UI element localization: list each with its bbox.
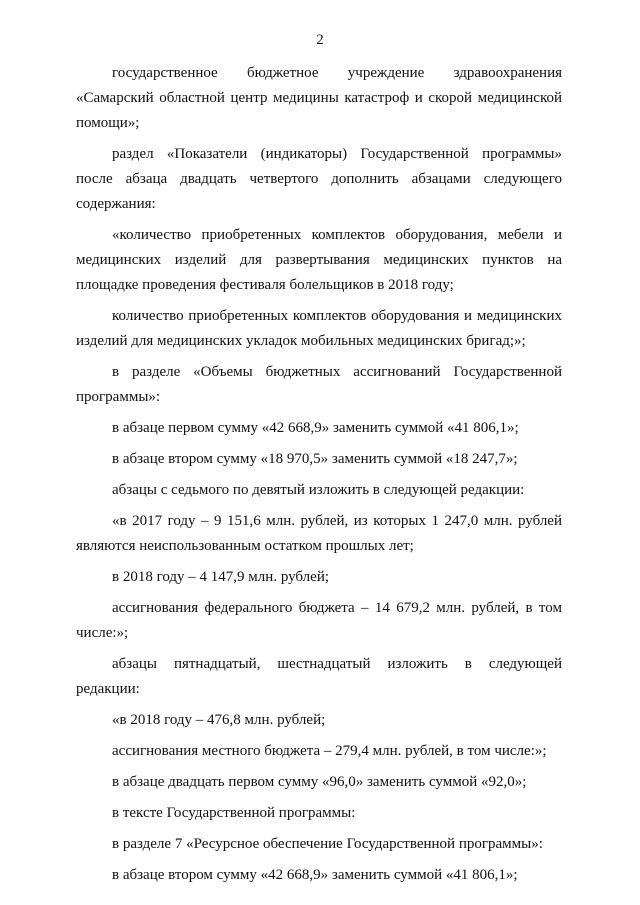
document-body [76,61,562,894]
paragraph-1: государственное бюджетное учреждение здравоохранения «Самарский областной центр медицины катастроф и скорой медицинской помощи»; [76,65,562,131]
paragraph-4: количество приобретенных комплектов оборудования и медицинских изделий для медицинских укладок мобильных медицинских бригад;»; [76,308,562,349]
paragraph-8: абзацы с седьмого по девятый изложить в следующей редакции: [112,482,525,498]
paragraph-7: в абзаце втором сумму «18 970,5» заменить суммой «18 247,7»; [112,451,518,467]
page-number: 2 [316,32,324,48]
paragraph-15: в абзаце двадцать первом сумму «96,0» заменить суммой «92,0»; [112,774,527,790]
paragraph-9: «в 2017 году – 9 151,6 млн. рублей, из которых 1 247,0 млн. рублей являются неиспользованным остатком прошлых лет; [76,513,562,554]
paragraph-14: ассигнования местного бюджета – 279,4 млн. рублей, в том числе:»; [112,743,547,759]
paragraph-18: в абзаце втором сумму «42 668,9» заменить суммой «41 806,1»; [112,867,518,883]
paragraph-2: раздел «Показатели (индикаторы) Государственной программы» после абзаца двадцать четвертого дополнить абзацами следующего содержания: [76,146,562,212]
paragraph-16: в тексте Государственной программы: [112,805,356,821]
paragraph-6: в абзаце первом сумму «42 668,9» заменить суммой «41 806,1»; [112,420,519,436]
paragraph-3: «количество приобретенных комплектов оборудования, мебели и медицинских изделий для развертывания медицинских пунктов на площадке проведения фестиваля болельщиков в 2018 году; [76,227,562,293]
paragraph-10: в 2018 году – 4 147,9 млн. рублей; [112,569,330,585]
paragraph-12: абзацы пятнадцатый, шестнадцатый изложить в следующей редакции: [76,656,562,697]
paragraph-17: в разделе 7 «Ресурсное обеспечение Государственной программы»: [112,836,543,852]
paragraph-5: в разделе «Объемы бюджетных ассигнований Государственной программы»: [76,364,562,405]
paragraph-11: ассигнования федерального бюджета – 14 679,2 млн. рублей, в том числе:»; [76,600,562,641]
paragraph-13: «в 2018 году – 476,8 млн. рублей; [112,712,326,728]
